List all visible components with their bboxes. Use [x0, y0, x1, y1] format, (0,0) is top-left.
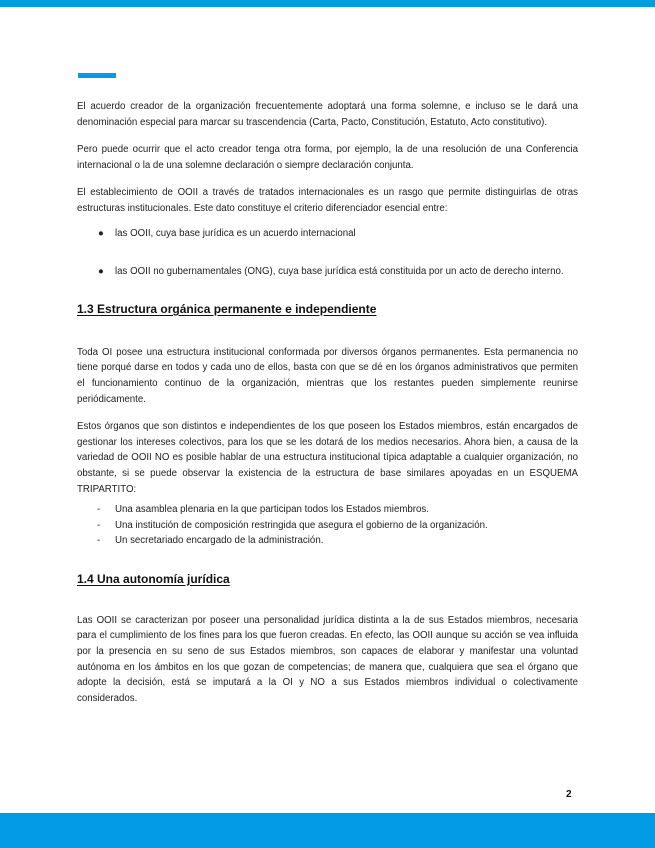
tripartite-list — [77, 502, 578, 549]
bullet-icon: ● — [98, 227, 104, 239]
list-item-text: Un secretariado encargado de la administración. — [115, 535, 324, 547]
paragraph-legal-autonomy: Las OOII se caracterizan por poseer una personalidad jurídica distinta a la de sus Estados miembros, necesaria para el cumplimiento de los fines para los que fueron creadas. En efecto, las OOII aunque su acción se vea influida por la presencia en su seno de sus Estados miembros, son capaces de elaborar y manifestar una voluntad autónoma en los ámbitos en los que gozan de competencias; de manera que, cualquiera que sea el órgano que adopte la decisión, está se imputará a la OI y NO a sus Estados miembros individual o colectivamente considerados. — [77, 614, 578, 704]
section-heading-1-3: 1.3 Estructura orgánica permanente e independiente — [77, 301, 377, 316]
list-item-text: Una institución de composición restringida que asegura el gobierno de la organización. — [115, 519, 488, 531]
document-body — [77, 99, 578, 706]
dash-icon: - — [97, 519, 101, 531]
paragraph-permanent-structure: Toda OI posee una estructura institucional conformada por diversos órganos permanentes. Esta permanencia no tiene porqué darse en todos y cada uno de ellos, basta con que se dé en los órganos administrativos que permiten el funcionamiento continuo de la organización, mientras que los restantes pueden simplemente reunirse periódicamente. — [77, 346, 578, 405]
bottom-accent-bar — [0, 813, 655, 848]
list-item-text: las OOII no gubernamentales (ONG), cuya base jurídica está constituida por un acto de derecho interno. — [115, 266, 564, 278]
paragraph-intro: El acuerdo creador de la organización frecuentemente adoptará una forma solemne, e incluso se le dará una denominación especial para marcar su trascendencia (Carta, Pacto, Constitución, Estatuto, Acto constitutivo). — [77, 101, 578, 128]
list-item — [77, 533, 578, 549]
section-accent-line — [78, 73, 116, 78]
list-item — [77, 226, 578, 242]
list-item — [77, 502, 578, 518]
list-item-text: Una asamblea plenaria en la que participan todos los Estados miembros. — [115, 504, 429, 516]
section-heading-1-4: 1.4 Una autonomía jurídica — [77, 571, 230, 586]
dash-icon: - — [97, 535, 101, 547]
paragraph-alternative-act: Pero puede ocurrir que el acto creador tenga otra forma, por ejemplo, la de una resolución de una Conferencia internacional o la de una solemne declaración o siempre declaración conjunta. — [77, 144, 578, 171]
bullet-list — [77, 226, 578, 280]
page-number: 2 — [566, 789, 572, 800]
list-item — [77, 518, 578, 534]
dash-icon: - — [97, 504, 101, 516]
top-accent-bar — [0, 0, 655, 7]
list-item-text: las OOII, cuya base jurídica es un acuerdo internacional — [115, 227, 356, 239]
paragraph-treaty-criterion: El establecimiento de OOII a través de tratados internacionales es un rasgo que permite distinguirlas de otras estructuras institucionales. Este dato constituye el criterio diferenciador esencial entre: — [77, 187, 578, 214]
list-item — [77, 264, 578, 280]
paragraph-independent-organs: Estos órganos que son distintos e independientes de los que poseen los Estados miembros, están encargados de gestionar los intereses colectivos, para los que se les dotará de los medios necesarios. Ahora bien, a causa de la variedad de OOII NO es posible hablar de una estructura institucional típica adaptable a cualquier organización, no obstante, si se puede observar la existencia de la estructura de base similares apoyadas en un ESQUEMA TRIPARTITO: — [77, 421, 578, 495]
bullet-icon: ● — [98, 266, 104, 278]
